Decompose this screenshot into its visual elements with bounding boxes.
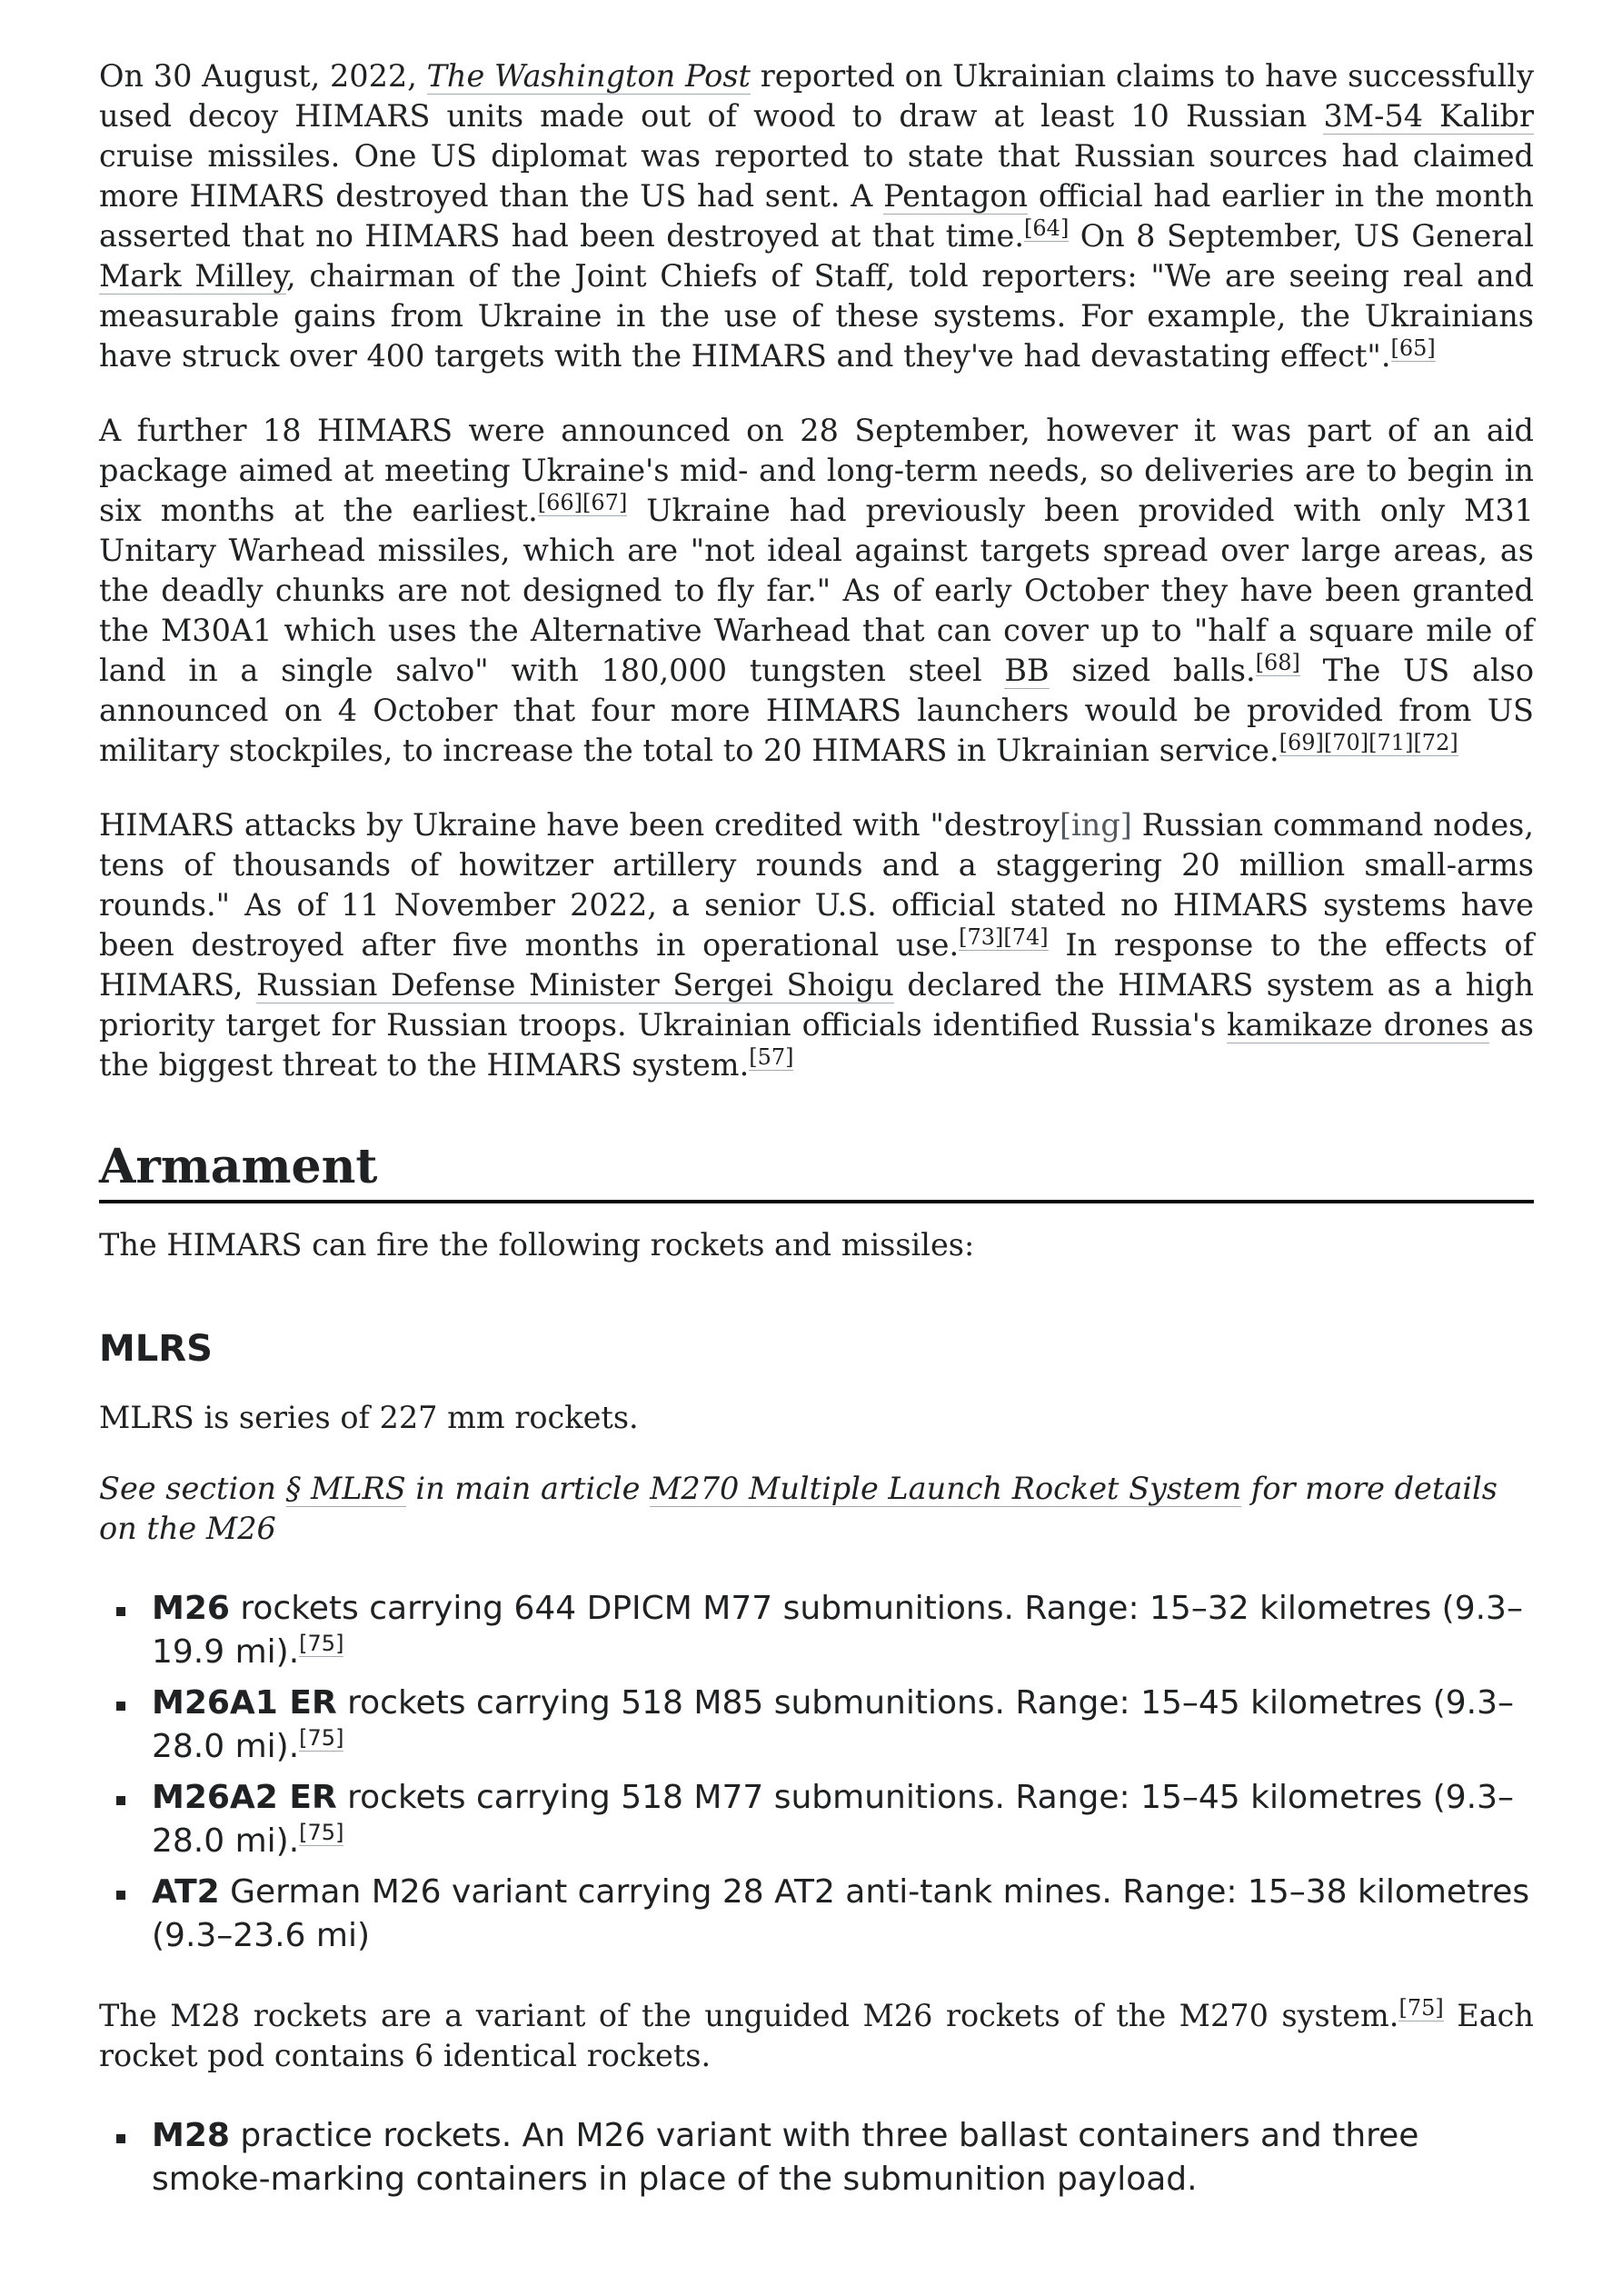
citation-link[interactable]: [75] bbox=[299, 1631, 344, 1656]
citation-link[interactable]: [74] bbox=[1003, 923, 1049, 950]
editorial-bracket: [ing] bbox=[1059, 807, 1132, 843]
text: The M28 rockets are a variant of the unguided M26 rockets of the M270 system. bbox=[99, 1998, 1399, 2033]
citation-73-74 bbox=[959, 924, 1049, 951]
text: for more details on the M26 bbox=[99, 1471, 1498, 1546]
item-name: M26A1 ER bbox=[152, 1684, 337, 1722]
citation-link[interactable]: [64] bbox=[1024, 215, 1070, 241]
citation-68 bbox=[1256, 650, 1300, 676]
text: In response to the effects of HIMARS, bbox=[99, 927, 1534, 1003]
citation-link[interactable]: [72] bbox=[1413, 729, 1458, 755]
citation-75 bbox=[299, 1631, 343, 1657]
text: HIMARS attacks by Ukraine have been credited with "destroy bbox=[99, 807, 1060, 843]
m28-rocket-list bbox=[99, 2114, 1534, 2201]
citation-link[interactable]: [67] bbox=[582, 489, 628, 515]
text: See section bbox=[99, 1471, 286, 1506]
citation-65 bbox=[1391, 335, 1436, 362]
text: declared the HIMARS system as a high priority target for Russian troops. Ukrainian officials identified Russia's bbox=[99, 967, 1534, 1043]
link-mark-milley[interactable]: Mark Milley bbox=[99, 258, 287, 294]
citation-57 bbox=[749, 1044, 793, 1071]
item-text: rockets carrying 518 M85 submunitions. Range: 15–45 kilometres (9.3–28.0 mi). bbox=[152, 1684, 1515, 1765]
list-item bbox=[152, 1682, 1534, 1769]
citation-link[interactable]: [66] bbox=[537, 489, 583, 515]
bullet-square-icon bbox=[116, 1796, 125, 1805]
mlrs-rocket-list bbox=[99, 1587, 1534, 1958]
citation-link[interactable]: [73] bbox=[959, 923, 1004, 950]
citation-link[interactable]: [69] bbox=[1279, 729, 1324, 755]
section-heading-armament: Armament bbox=[99, 1138, 1534, 1203]
text: The US also announced on 4 October that four more HIMARS launchers would be provided from US military stockpiles, to increase the total to 20 HIMARS in Ukrainian service. bbox=[99, 653, 1534, 768]
citation-75 bbox=[1398, 1995, 1443, 2021]
citation-link[interactable]: [75] bbox=[1398, 1994, 1444, 2021]
paragraph-further-himars bbox=[99, 411, 1534, 771]
link-m270-mlrs-article[interactable]: M270 Multiple Launch Rocket System bbox=[650, 1471, 1242, 1506]
text: official had earlier in the month asserted that no HIMARS had been destroyed at that time. bbox=[99, 178, 1534, 254]
citation-link[interactable]: [75] bbox=[299, 1820, 344, 1845]
mlrs-description: MLRS is series of 227 mm rockets. bbox=[99, 1400, 639, 1435]
link-section-mlrs[interactable]: § MLRS bbox=[285, 1471, 406, 1506]
text: Each rocket pod contains 6 identical rockets. bbox=[99, 1998, 1535, 2073]
citation-75 bbox=[299, 1725, 343, 1752]
article-content bbox=[99, 56, 1534, 2240]
hatnote bbox=[99, 1469, 1534, 1549]
item-name: M26A2 ER bbox=[152, 1779, 337, 1816]
link-washington-post[interactable]: The Washington Post bbox=[426, 58, 751, 94]
list-item bbox=[152, 2114, 1534, 2201]
link-bb[interactable]: BB bbox=[1004, 653, 1050, 688]
text: Ukraine had previously been provided with only M31 Unitary Warhead missiles, which are "not ideal against targets spread over large areas, as the deadly chunks are not designed to fly far." As of early October they have been granted the M30A1 which uses the Alternative Warhead that can cover up to "half a square mile of land in a single salvo" with 180,000 tungsten steel bbox=[99, 493, 1534, 688]
citation-75 bbox=[299, 1820, 343, 1846]
paragraph-m28 bbox=[99, 1996, 1534, 2076]
text: Russian command nodes, tens of thousands of howitzer artillery rounds and a staggering 20 million small-arms rounds." As of 11 November 2022, a senior U.S. official stated no HIMARS systems have been destroyed after five months in operational use. bbox=[99, 807, 1534, 963]
bullet-square-icon bbox=[116, 1891, 125, 1900]
citation-link[interactable]: [75] bbox=[299, 1725, 344, 1751]
citation-link[interactable]: [71] bbox=[1368, 729, 1414, 755]
paragraph-decoys bbox=[99, 56, 1534, 376]
citation-link[interactable]: [57] bbox=[749, 1043, 794, 1070]
citation-link[interactable]: [65] bbox=[1390, 334, 1436, 361]
link-3m54-kalibr[interactable]: 3M-54 Kalibr bbox=[1323, 98, 1534, 134]
citation-64 bbox=[1024, 215, 1069, 242]
armament-intro: The HIMARS can fire the following rockets and missiles: bbox=[99, 1227, 975, 1263]
citation-link[interactable]: [68] bbox=[1255, 649, 1300, 675]
list-item bbox=[152, 1587, 1534, 1674]
item-text: practice rockets. An M26 variant with three ballast containers and three smoke-marking containers in place of the submunition payload. bbox=[152, 2117, 1419, 2198]
item-text: rockets carrying 644 DPICM M77 submunitions. Range: 15–32 kilometres (9.3–19.9 mi). bbox=[152, 1590, 1523, 1671]
list-item bbox=[152, 1871, 1534, 1958]
citation-link[interactable]: [70] bbox=[1323, 729, 1369, 755]
bullet-square-icon bbox=[116, 1702, 125, 1711]
item-name: AT2 bbox=[152, 1873, 220, 1911]
link-pentagon[interactable]: Pentagon bbox=[883, 178, 1029, 214]
text: as the biggest threat to the HIMARS system. bbox=[99, 1007, 1534, 1083]
item-name: M26 bbox=[152, 1590, 230, 1627]
text: sized balls. bbox=[1049, 653, 1256, 688]
link-sergei-shoigu[interactable]: Russian Defense Minister Sergei Shoigu bbox=[256, 967, 894, 1003]
text: A further 18 HIMARS were announced on 28 September, however it was part of an aid package aimed at meeting Ukraine's mid- and long-term needs, so deliveries are to begin in six months at the earliest. bbox=[99, 413, 1534, 528]
item-text: German M26 variant carrying 28 AT2 anti-tank mines. Range: 15–38 kilometres (9.3–23.6 mi) bbox=[152, 1873, 1530, 1954]
list-item bbox=[152, 1776, 1534, 1863]
paragraph-attacks bbox=[99, 805, 1534, 1085]
text: , chairman of the Joint Chiefs of Staff, told reporters: "We are seeing real and measurable gains from Ukraine in the use of these systems. For example, the Ukrainians have struck over 400 targets with the HIMARS and they've had devastating effect". bbox=[99, 258, 1534, 374]
text: On 8 September, US General bbox=[1069, 218, 1534, 254]
bullet-square-icon bbox=[116, 2134, 125, 2143]
citation-66-67 bbox=[538, 490, 628, 516]
text: reported on Ukrainian claims to have successfully used decoy HIMARS units made out of wood to draw at least 10 Russian bbox=[99, 58, 1534, 134]
item-name: M28 bbox=[152, 2117, 230, 2154]
link-kamikaze-drones[interactable]: kamikaze drones bbox=[1227, 1007, 1489, 1043]
item-text: rockets carrying 518 M77 submunitions. Range: 15–45 kilometres (9.3–28.0 mi). bbox=[152, 1779, 1515, 1860]
citation-69-72 bbox=[1279, 730, 1458, 756]
bullet-square-icon bbox=[116, 1607, 125, 1616]
text: On 30 August, 2022, bbox=[99, 58, 427, 94]
text: in main article bbox=[405, 1471, 651, 1506]
subsection-heading-mlrs: MLRS bbox=[99, 1328, 213, 1370]
text: cruise missiles. One US diplomat was reported to state that Russian sources had claimed more HIMARS destroyed than the US had sent. A bbox=[99, 138, 1534, 214]
